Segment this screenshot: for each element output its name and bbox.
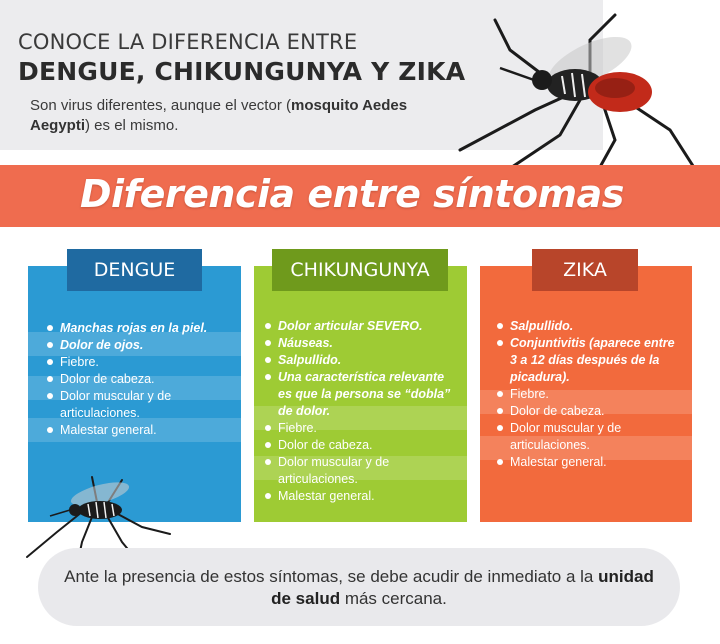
header-title-line2: DENGUE, CHIKUNGUNYA Y ZIKA: [18, 57, 466, 86]
chikungunya-column: [254, 266, 467, 522]
header-title-line1: CONOCE LA DIFERENCIA ENTRE: [18, 30, 358, 54]
symptom-item: Salpullido.: [262, 352, 458, 369]
zika-symptom-list: [494, 318, 684, 471]
symptom-item: Conjuntivitis (aparece entre 3 a 12 días después de la picadura).: [494, 335, 684, 386]
symptom-item: Dolor articular SEVERO.: [262, 318, 458, 335]
header-subtitle: [30, 96, 450, 136]
symptom-item: Una característica relevante es que la persona se “dobla” de dolor.: [262, 369, 458, 420]
zika-header: ZIKA: [532, 249, 638, 291]
symptom-item: Malestar general.: [44, 422, 234, 439]
chikungunya-symptom-list: [262, 318, 458, 505]
symptom-item: Dolor de ojos.: [44, 337, 234, 354]
symptom-item: Malestar general.: [494, 454, 684, 471]
dengue-symptom-list: [44, 320, 234, 439]
symptom-item: Dolor muscular y de articulaciones.: [262, 454, 458, 488]
dengue-header: DENGUE: [67, 249, 202, 291]
symptom-item: Dolor muscular y de articulaciones.: [494, 420, 684, 454]
zika-column: [480, 266, 692, 522]
symptom-item: Malestar general.: [262, 488, 458, 505]
symptom-item: Fiebre.: [44, 354, 234, 371]
chikungunya-header: CHIKUNGUNYA: [272, 249, 448, 291]
footer-message: [58, 566, 660, 610]
symptom-item: Manchas rojas en la piel.: [44, 320, 234, 337]
subtitle-vector: mosquito Aedes Aegypti: [30, 97, 408, 134]
symptom-item: Fiebre.: [262, 420, 458, 437]
footer-text-a: Ante la presencia de estos síntomas, se debe acudir de inmediato a la: [64, 567, 599, 586]
symptom-item: Náuseas.: [262, 335, 458, 352]
symptom-item: Salpullido.: [494, 318, 684, 335]
symptom-item: Dolor muscular y de articulaciones.: [44, 388, 234, 422]
symptom-item: Fiebre.: [494, 386, 684, 403]
subtitle-text-c: ) es el mismo.: [85, 117, 179, 134]
symptom-item: Dolor de cabeza.: [44, 371, 234, 388]
symptom-item: Dolor de cabeza.: [494, 403, 684, 420]
footer-text-c: más cercana.: [340, 589, 447, 608]
banner-title: Diferencia entre síntomas: [80, 172, 624, 216]
subtitle-text-a: Son virus diferentes, aunque el vector (: [30, 97, 291, 114]
footer-emphasis: unidad de salud: [271, 567, 654, 608]
symptom-item: Dolor de cabeza.: [262, 437, 458, 454]
